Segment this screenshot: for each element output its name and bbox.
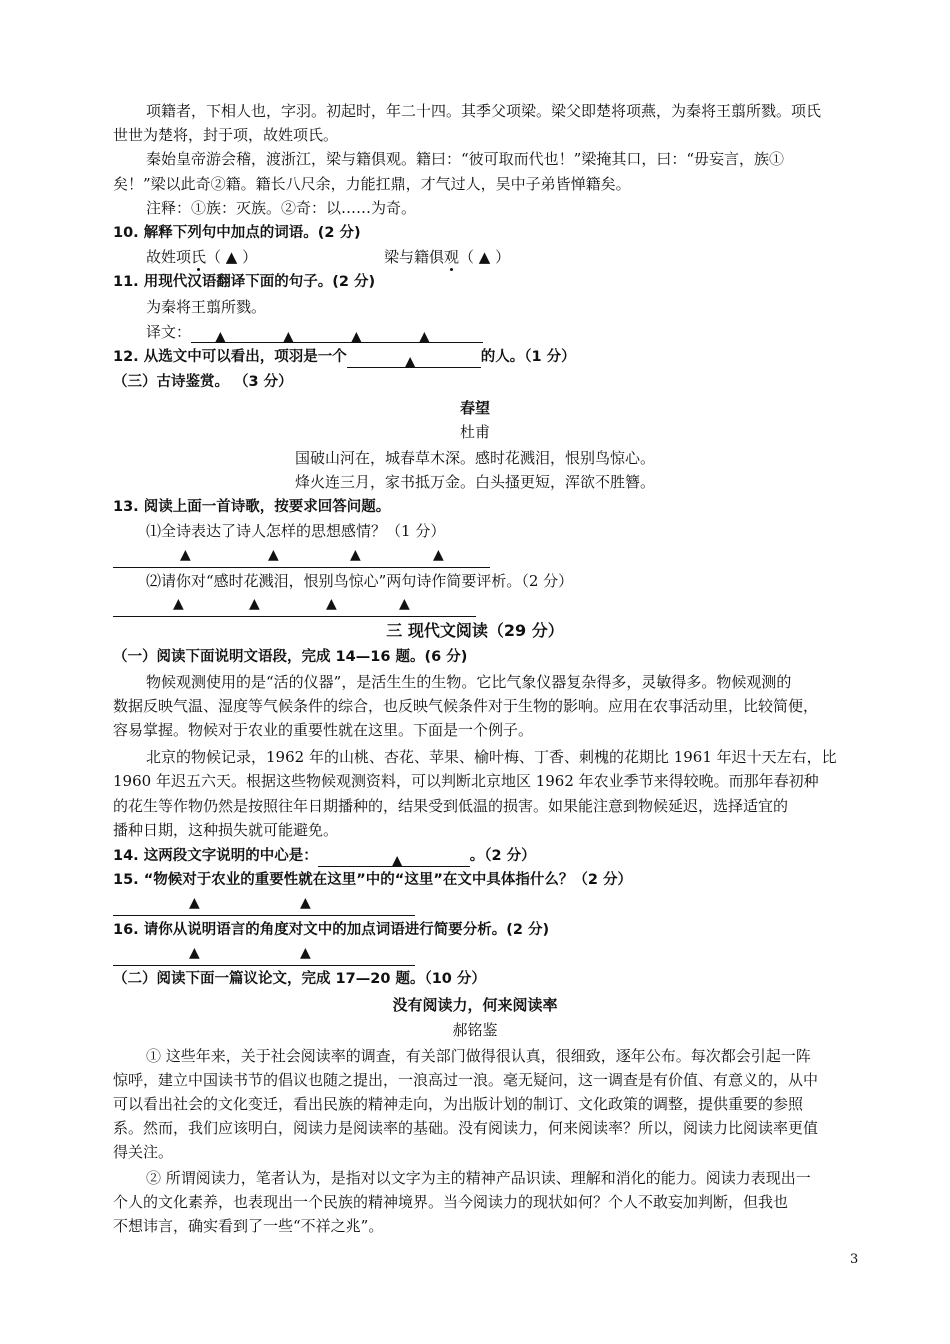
q13-sub1-answer-line[interactable] [113,545,490,568]
passage-note: 注释：①族：灭族。②奇：以……为奇。 [146,199,417,217]
q10-a-answer[interactable]: （ ▲ ） [206,248,258,266]
question-13: 13. 阅读上面一首诗歌，按要求回答问题。 [113,499,391,515]
poem-line: 国破山河在，城春草木深。感时花溅泪，恨别鸟惊心。 [294,449,655,467]
text-line: 数据反映气温、湿度等气候条件的综合，也反映气候条件对于生物的影响。应用在农事活动里，比较简便， [113,697,819,715]
answer-mark: ▲ [391,853,403,869]
q10-item-a [146,246,346,268]
q10-item-b [384,246,684,268]
passage-line: 矣！”梁以此奇②籍。籍长八尺余，力能扛鼎，才气过人，吴中子弟皆惮籍矣。 [113,175,631,193]
q16-answer-line[interactable] [113,943,415,966]
text-line: 1960 年迟五六天。根据这些物候观测资料，可以判断北京地区 1962 年农业季节来得较晚。而那年春初种 [113,772,819,790]
text-line: 系。然而，我们应该明白，阅读力是阅读率的基础。没有阅读力，何来阅读率？所以，阅读力比阅读率更值 [113,1119,819,1137]
question-11: 11. 用现代汉语翻译下面的句子。(2 分) [113,274,376,290]
question-16: 16. 请你从说明语言的角度对文中的加点词语进行简要分析。(2 分) [113,922,550,938]
section-poem-heading: （三）古诗鉴赏。 （3 分） [113,374,293,390]
answer-mark: ▲ [326,596,337,612]
answer-mark: ▲ [249,596,260,612]
answer-mark: ▲ [173,596,184,612]
text-line: 物候观测使用的是“活的仪器”，是活生生的生物。它比气象仪器复杂得多，灵敏得多。物候观测的 [146,673,792,691]
answer-mark: ▲ [433,547,444,563]
q10-b-answer[interactable]: （ ▲ ） [459,248,511,266]
q10-b-text: 梁与籍俱 [384,248,445,266]
dotted-word: 氏 [191,248,207,266]
poem-author: 杜甫 [459,423,490,441]
passage-line: 秦始皇帝游会稽，渡浙江，梁与籍俱观。籍曰：“彼可取而代也！”梁掩其口，曰：“毋妄言，族① [146,150,785,168]
poem-title: 春望 [459,399,490,417]
text-line: ② 所谓阅读力，笔者认为，是指对以文字为主的精神产品识读、理解和消化的能力。阅读力表现出一 [146,1169,811,1187]
text-line: 个人的文化素养，也表现出一个民族的精神境界。当今阅读力的现状如何？个人不敢妄加判断，但我也 [113,1193,789,1211]
answer-mark: ▲ [268,547,279,563]
answer-mark: ▲ [300,895,311,911]
q12-text-end: 的人。（1 分） [480,349,576,365]
part-three-heading: 三 现代文阅读（29 分） [386,621,564,640]
question-15: 15. “物候对于农业的重要性就在这里”中的“这里”在文中具体指什么？（2 分） [113,872,632,888]
essay-title: 没有阅读力，何来阅读率 [392,996,558,1014]
text-line: 播种日期，这种损失就可能避免。 [113,821,339,839]
q13-sub2: ⑵请你对“感时花溅泪，恨别鸟惊心”两句诗作简要评析。（2 分） [146,572,574,590]
section-a-heading: （一）阅读下面说明文语段，完成 14—16 题。(6 分) [113,649,468,665]
answer-mark: ▲ [215,329,226,345]
text-line: 惊呼，建立中国读书节的倡议也随之提出，一浪高过一浪。毫无疑问，这一调查是有价值、有意义的，从中 [113,1071,819,1089]
q14-text: 14. 这两段文字说明的中心是： [113,848,318,864]
text-line: 北京的物候记录，1962 年的山桃、杏花、苹果、榆叶梅、丁香、刺槐的花期比 1961 年迟十天左右，比 [146,748,837,766]
q13-sub1: ⑴全诗表达了诗人怎样的思想感情？（1 分） [146,522,446,540]
q10-a-text: 故姓项 [146,248,192,266]
answer-mark: ▲ [180,547,191,563]
answer-mark: ▲ [300,945,311,961]
essay-author: 郝铭鉴 [452,1021,498,1039]
page-number: 3 [850,1252,859,1267]
q11-answer-blank[interactable] [191,324,483,343]
answer-mark: ▲ [351,329,362,345]
question-12 [113,346,873,368]
answer-mark: ▲ [189,945,200,961]
q14-answer-blank[interactable] [318,848,470,867]
answer-mark: ▲ [404,354,416,370]
text-line: 的花生等作物仍然是按照往年日期播种的，结果受到低温的损害。如果能注意到物候延迟，选择适宜的 [113,797,789,815]
dotted-word: 观 [444,248,460,266]
q13-sub2-answer-line[interactable] [113,594,476,617]
text-line: 不想讳言，确实看到了一些“不祥之兆”。 [113,1217,384,1235]
q11-sentence: 为秦将王翦所戮。 [146,298,267,316]
passage-line: 世世为楚将，封于项，故姓项氏。 [113,126,339,144]
answer-mark: ▲ [399,596,410,612]
answer-mark: ▲ [419,329,430,345]
text-line: ① 这些年来，关于社会阅读率的调查，有关部门做得很认真，很细致，逐年公布。每次都会引起一阵 [146,1047,811,1065]
q11-label: 译文： [146,323,192,341]
q12-text: 12. 从选文中可以看出，项羽是一个 [113,349,347,365]
question-10: 10. 解释下列句中加点的词语。(2 分) [113,225,361,241]
answer-mark: ▲ [350,547,361,563]
q15-answer-line[interactable] [113,893,415,916]
q14-text-end: 。（2 分） [469,848,536,864]
question-14 [113,845,873,867]
text-line: 得关注。 [113,1143,174,1161]
text-line: 容易掌握。物候对于农业的重要性就在这里。下面是一个例子。 [113,721,534,739]
q12-answer-blank[interactable] [347,349,481,368]
passage-line: 项籍者，下相人也，字羽。初起时，年二十四。其季父项梁。梁父即楚将项燕，为秦将王翦所戮。项氏 [146,102,822,120]
answer-mark: ▲ [283,329,294,345]
section-b-heading: （二）阅读下面一篇议论文，完成 17—20 题。（10 分） [113,971,486,987]
q11-answer-row [146,321,546,343]
poem-line: 烽火连三月，家书抵万金。白头搔更短，浑欲不胜簪。 [294,473,655,491]
text-line: 可以看出社会的文化变迁，看出民族的精神走向，为出版计划的制订、文化政策的调整，提供重要的参照 [113,1095,804,1113]
answer-mark: ▲ [189,895,200,911]
